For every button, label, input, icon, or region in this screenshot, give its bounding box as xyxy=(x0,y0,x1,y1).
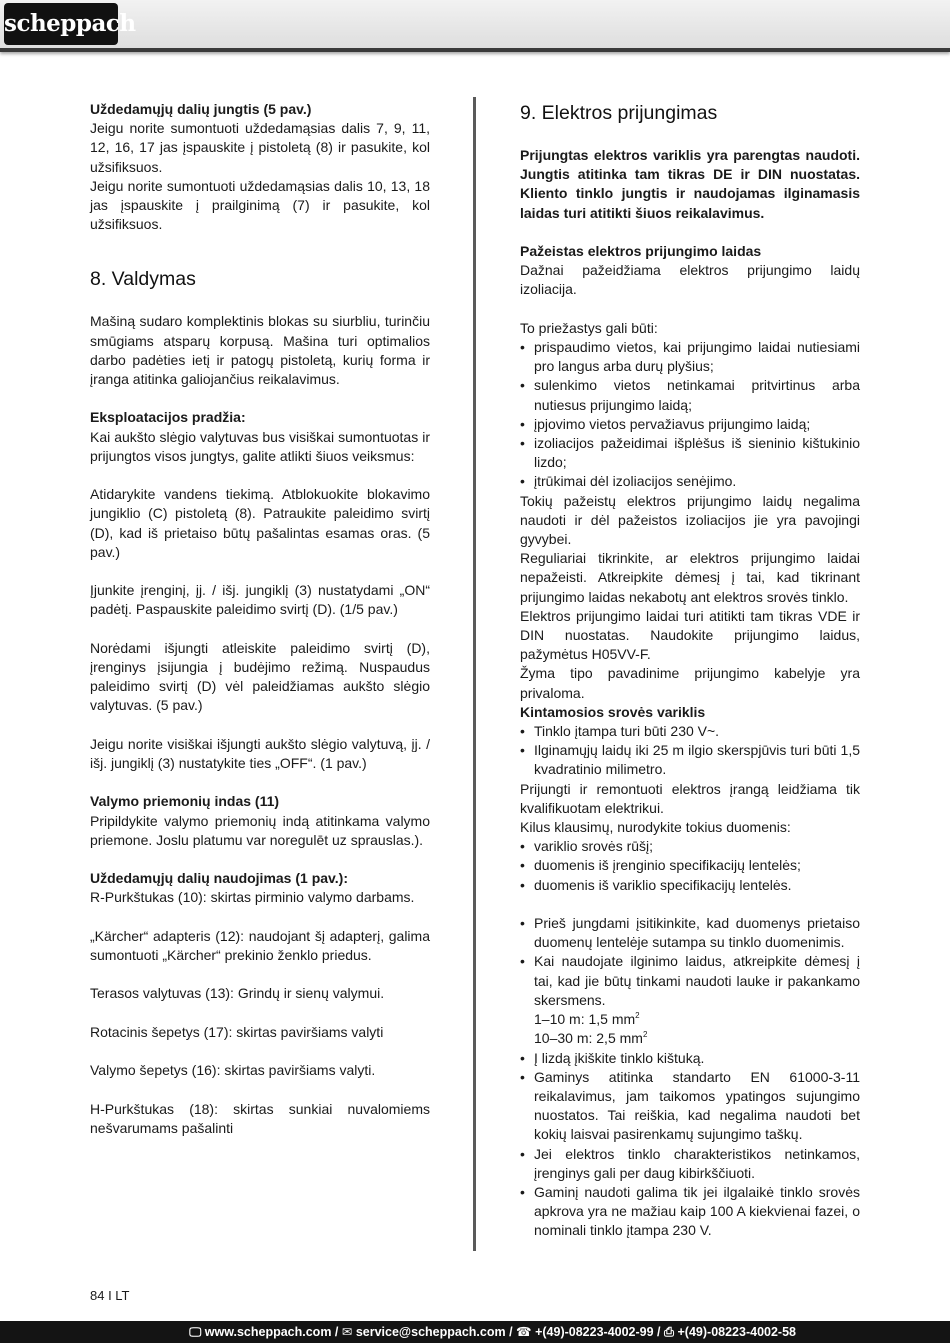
monitor-icon: 🖵︎ xyxy=(189,1325,202,1339)
data-list xyxy=(520,837,860,895)
paragraph: Atidarykite vandens tiekimą. Atblokuokite blokavimo jungiklio (C) pistoletą (8). Patraukite paleidimo svirtį (D), kad iš prietaiso būtų pašalintas esamas oras. (5 pav.) xyxy=(90,486,430,560)
superscript: 2 xyxy=(642,1030,648,1040)
list-item: • Prieš jungdami įsitikinkite, kad duomenys prietaiso duomenų lentelėje sutampa su tinklo duomenimis. xyxy=(520,914,860,952)
page-number: 84 I LT xyxy=(90,1288,130,1303)
paragraph: Pripildykite valymo priemonių indą atitinkama valymo priemone. Joslu platumu var noregulēt uz sprauslas.). xyxy=(90,812,430,848)
section-heading: Valymo priemonių indas (11) xyxy=(90,793,280,810)
list-item: • Jei elektros tinklo charakteristikos netinkamos, įrenginys gali per daug kibirkščiuoti. xyxy=(520,1145,860,1183)
paragraph: Kai aukšto slėgio valytuvas bus visiškai sumontuotas ir prijungtos visos jungtys, galite atlikti šiuos veiksmus: xyxy=(90,428,430,464)
list-item: • variklio srovės rūšį; xyxy=(520,837,860,856)
email-link[interactable]: service@scheppach.com xyxy=(355,1325,506,1339)
list-item: • Gaminys atitinka standarto EN 61000-3-11 reikalavimus, jam taikomos ypatingos sujungimo nuostatos. Tai reiškia, kad negalima naudoti bet kokių laisvai pasirenkamų sujungimo taškų. xyxy=(520,1068,860,1145)
section-heading: Uždedamųjų dalių jungtis (5 pav.) xyxy=(90,101,312,117)
list-item: • Ilginamųjų laidų iki 25 m ilgio skerspjūvis turi būti 1,5 kvadratinio milimetro. xyxy=(520,741,860,779)
paragraph: Jeigu norite sumontuoti uždedamąsias dalis 10, 13, 18 jas įspauskite į prailginimą (7) ir pasukite, kol užsifiksuos. xyxy=(90,177,430,233)
causes-list xyxy=(520,338,860,492)
mail-icon: ✉︎ xyxy=(341,1325,353,1339)
chapter-heading: 9. Elektros prijungimas xyxy=(520,102,718,124)
list-item: • duomenis iš įrenginio specifikacijų lentelės; xyxy=(520,856,860,875)
paragraph: Dažnai pažeidžiama elektros prijungimo laidų izoliacija. xyxy=(520,262,860,298)
paragraph: Tokių pažeistų elektros prijungimo laidų negalima naudoti ir dėl pažeistos izoliacijos jie yra pavojingi gyvybei. xyxy=(520,492,860,548)
paragraph: R-Purkštukas (10): skirtas pirminio valymo darbams. xyxy=(90,889,415,906)
scheppach-logo: scheppach xyxy=(4,3,118,45)
list-item: • izoliacijos pažeidimai išplėšus iš sieninio kištukinio lizdo; xyxy=(520,434,860,472)
paragraph: Kilus klausimų, nurodykite tokius duomenis: xyxy=(520,819,791,836)
list-item: • įtrūkimai dėl izoliacijos senėjimo. xyxy=(520,472,860,491)
section-heading: Pažeistas elektros prijungimo laidas xyxy=(520,243,762,259)
list-item xyxy=(520,952,860,1010)
right-column xyxy=(520,100,860,1241)
intro-paragraph: Prijungtas elektros variklis yra parengtas naudoti. Jungtis atitinka tam tikras DE ir DIN nuostatas. Kliento tinklo jungtis ir naudojamas ilginamasis laidas turi atitikti šiuos reikalavimus. xyxy=(520,147,860,221)
section-heading: Eksploatacijos pradžia: xyxy=(90,409,246,426)
list-item: • Tinklo įtampa turi būti 230 V~. xyxy=(520,722,860,741)
paragraph: To priežastys gali būti: xyxy=(520,319,658,336)
paragraph: „Kärcher“ adapteris (12): naudojant šį adapterį, galima sumontuoti „Kärcher“ prekinio ženklo priedus. xyxy=(90,927,430,963)
fax-icon: ⎙ xyxy=(664,1325,675,1339)
paragraph: Elektros prijungimo laidai turi atitikti tam tikras VDE ir DIN nuostatas. Naudokite prijungimo laidus, pažymėtus H05VV-F. xyxy=(520,607,860,663)
paragraph: Prijungti ir remontuoti elektros įrangą leidžiama tik kvalifikuotam elektrikui. xyxy=(520,780,860,816)
superscript: 2 xyxy=(635,1011,640,1021)
website-link[interactable]: www.scheppach.com xyxy=(204,1325,332,1339)
cable-spec-text: 10–30 m: 2,5 mm xyxy=(534,1030,643,1047)
chapter-heading: 8. Valdymas xyxy=(90,268,196,291)
section-heading: Uždedamųjų dalių naudojimas (1 pav.): xyxy=(90,870,348,887)
paragraph: Terasos valytuvas (13): Grindų ir sienų valymui. xyxy=(90,985,385,1002)
list-item: • sulenkimo vietos netinkamai pritvirtinus arba nutiesus prijungimo laidą; xyxy=(520,376,860,414)
paragraph: Jeigu norite sumontuoti uždedamąsias dalis 7, 9, 11, 12, 16, 17 jas įspauskite į pistoletą (8) ir pasukite, kol užsifiksuos. xyxy=(90,120,430,175)
cable-spec-text: 1–10 m: 1,5 mm xyxy=(534,1011,636,1028)
requirements-list xyxy=(520,914,860,1010)
requirements-list-cont xyxy=(520,1049,860,1241)
paragraph: Mašiną sudaro komplektinis blokas su siurbliu, turinčiu smūgiams atsparų korpusą. Mašina turi optimalios darbo padėties ietį ir patogų pistoletą, kurių forma ir įranga atitinka galiojančius reikalavimus. xyxy=(90,313,430,388)
column-divider xyxy=(473,97,476,1251)
paragraph: Žyma tipo pavadinime prijungimo kabelyje yra privaloma. xyxy=(520,665,860,701)
fax-number: +(49)-08223-4002-58 xyxy=(677,1325,796,1339)
paragraph: Valymo šepetys (16): skirtas paviršiams valyti. xyxy=(90,1062,376,1079)
list-item: • duomenis iš variklio specifikacijų lentelės. xyxy=(520,876,860,895)
paragraph: Reguliariai tikrinkite, ar elektros prijungimo laidai nepažeisti. Atkreipkite dėmesį į tai, kad tikrinant prijungimo laidas nekabotų ant elektros srovės tinklo. xyxy=(520,550,860,605)
list-item: • Į lizdą įkiškite tinklo kištuką. xyxy=(520,1049,860,1068)
list-item: • prispaudimo vietos, kai prijungimo laidai nutiesiami pro langus arba durų plyšius; xyxy=(520,338,860,376)
phone-icon: ☎ xyxy=(516,1325,532,1339)
list-item: • įpjovimo vietos pervažiavus prijungimo laidą; xyxy=(520,415,860,434)
section-heading: Kintamosios srovės variklis xyxy=(520,703,706,720)
cable-spec-line xyxy=(520,1029,860,1048)
paragraph: H-Purkštukas (18): skirtas sunkiai nuvalomiems nešvarumams pašalinti xyxy=(90,1100,430,1136)
paragraph: Įjunkite įrenginį, įj. / išj. jungiklį (3) nustatydami „ON“ padėtį. Paspauskite paleidimo svirtį (D). (1/5 pav.) xyxy=(90,582,430,618)
header-bar xyxy=(0,0,950,52)
paragraph: Norėdami išjungti atleiskite paleidimo svirtį (D), įrenginys įsijungia į budėjimo režimą. Nuspaudus paleidimo svirtį (D) vėl paleidžiamas aukšto slėgio valytuvas. (5 pav.) xyxy=(90,639,430,714)
phone-number: +(49)-08223-4002-99 xyxy=(535,1325,654,1339)
cable-spec-line xyxy=(520,1010,860,1029)
footer-bar: 🖵︎ www.scheppach.com / ✉︎ service@scheppach.com / ☎ +(49)-08223-4002-99 / ⎙ +(49)-08223-4002-58 xyxy=(0,1321,950,1343)
paragraph: Jeigu norite visiškai išjungti aukšto slėgio valytuvą, įj. / išj. jungiklį (3) nustatykite ties „OFF“. (1 pav.) xyxy=(90,735,430,772)
left-column xyxy=(90,100,430,1138)
paragraph: Rotacinis šepetys (17): skirtas paviršiams valyti xyxy=(90,1023,384,1040)
ac-list xyxy=(520,722,860,780)
list-item-text: Kai naudojate ilginimo laidus, atkreipkite dėmesį į tai, kad jie būtų tinkami naudoti lauke ir pakankamo skersmens. xyxy=(534,953,860,1008)
list-item: • Gaminį naudoti galima tik jei ilgalaikė tinklo srovės apkrova yra ne mažiau kaip 100 A kiekvienai fazei, o nominali tinklo įtampa 230 V. xyxy=(520,1183,860,1241)
